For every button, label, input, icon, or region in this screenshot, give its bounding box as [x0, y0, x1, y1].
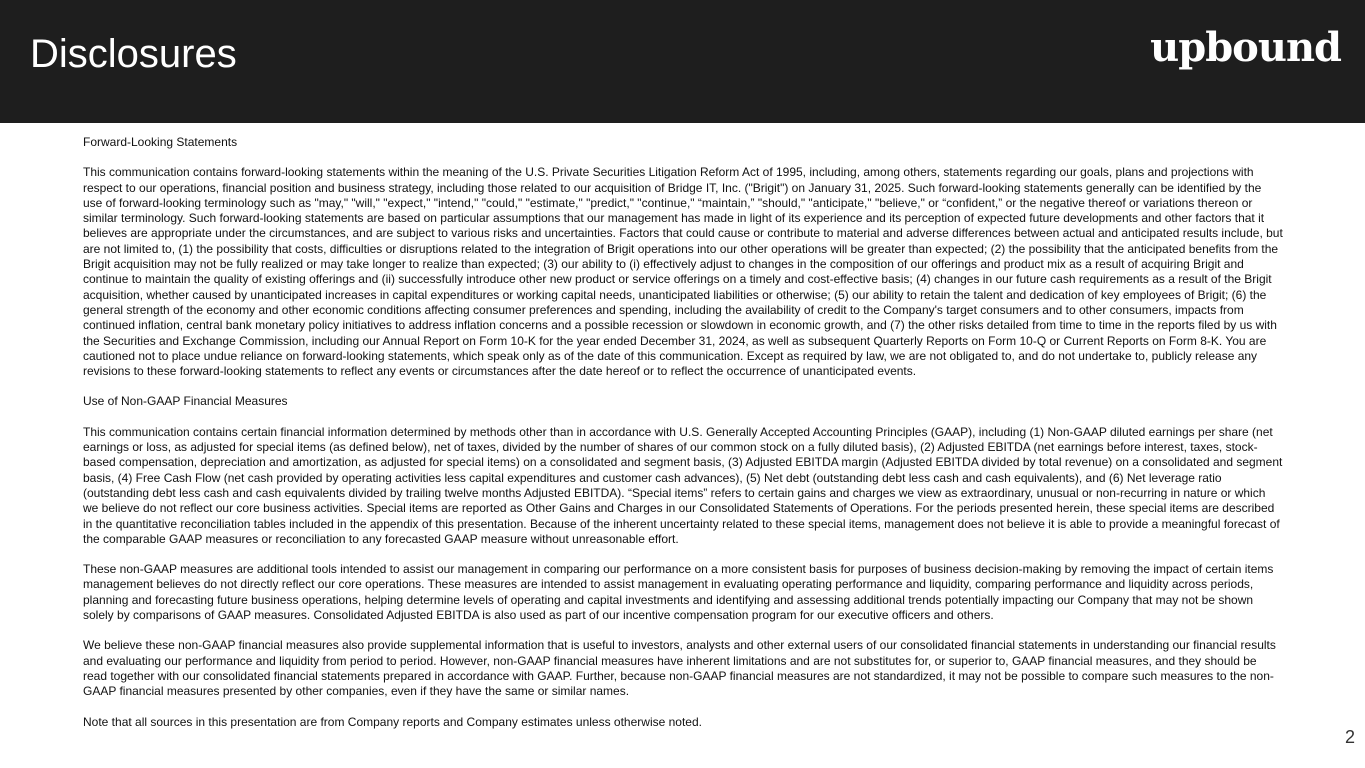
page-number: 2 — [1344, 727, 1355, 747]
forward-looking-body: This communication contains forward-looking statements within the meaning of the U.S. Private Securities Litigation Reform Act of 1995, including, among others, statements regarding our goals, plans and projections with respect to our operations, financial position and business strategy, including those related to our acquisition of Bridge IT, Inc. ("Brigit") on January 31, 2025. Such forward-looking statements generally can be identified by the use of forward-looking terminology such as "may," "will," "expect," "intend," "could," "estimate," "predict," "continue," “maintain,” "should," "anticipate," "believe," or “confident,” or the negative thereof or variations thereon or similar terminology. Such forward-looking statements are based on particular assumptions that our management has made in light of its experience and its perception of expected future developments and other factors that it believes are appropriate under the circumstances, and are subject to various risks and uncertainties. Factors that could cause or contribute to material and adverse differences between actual and anticipated results include, but are not limited to, (1) the possibility that costs, difficulties or disruptions related to the integration of Brigit operations into our other operations will be greater than expected; (2) the possibility that the anticipated benefits from the Brigit acquisition may not be fully realized or may take longer to realize than expected; (3) our ability to (i) effectively adjust to changes in the composition of our offerings and product mix as a result of acquiring Brigit and continue to maintain the quality of existing offerings and (ii) successfully introduce other new product or service offerings on a timely and cost-effective basis; (4) changes in our future cash requirements as a result of the Brigit acquisition, whether caused by unanticipated increases in capital expenditures or working capital needs, unanticipated liabilities or otherwise; (5) our ability to retain the talent and dedication of key employees of Brigit; (6) the general strength of the economy and other economic conditions affecting consumer preferences and spending, including the availability of credit to the Company's target consumers and to other consumers, impacts from continued inflation, central bank monetary policy initiatives to address inflation concerns and a possible recession or slowdown in economic growth, and (7) the other risks detailed from time to time in the reports filed by us with the Securities and Exchange Commission, including our Annual Report on Form 10-K for the year ended December 31, 2024, as well as subsequent Quarterly Reports on Form 10-Q or Current Reports on Form 8-K. You are cautioned not to place undue reliance on forward-looking statements, which speak only as of the date of this communication. Except as required by law, we are not obligated to, and do not undertake to, publicly release any revisions to these forward-looking statements to reflect any events or circumstances after the date hereof or to reflect the occurrence of unanticipated events. — [83, 165, 1283, 379]
sources-note: Note that all sources in this presentation are from Company reports and Company estimates unless otherwise noted. — [83, 714, 702, 729]
non-gaap-paragraph-3: We believe these non-GAAP financial measures also provide supplemental information that is useful to investors, analysts and other external users of our consolidated financial statements in understanding our financial results and evaluating our performance and liquidity from period to period. However, non-GAAP financial measures have inherent limitations and are not substitutes for, or superior to, GAAP financial measures, and they should be read together with our consolidated financial statements prepared in accordance with GAAP. Further, because non-GAAP financial measures are not standardized, it may not be possible to compare such measures to the non-GAAP financial measures presented by other companies, even if they have the same or similar names. — [83, 638, 1276, 699]
non-gaap-paragraph-2: These non-GAAP measures are additional tools intended to assist our management in comparing our performance on a more consistent basis for purposes of business decision-making by removing the impact of certain items management believes do not directly reflect our core operations. These measures are intended to assist management in evaluating operating performance and liquidity, comparing performance and liquidity across periods, planning and forecasting future business operations, helping determine levels of operating and capital investments and identifying and assessing additional trends potentially impacting our Company that may not be shown solely by comparisons of GAAP measures. Consolidated Adjusted EBITDA is also used as part of our incentive compensation program for our executive officers and others. — [83, 562, 1274, 623]
forward-looking-heading: Forward-Looking Statements — [83, 135, 238, 149]
non-gaap-paragraph-1: This communication contains certain financial information determined by methods other than in accordance with U.S. Generally Accepted Accounting Principles (GAAP), including (1) Non-GAAP diluted earnings per share (net earnings or loss, as adjusted for special items (as defined below), net of taxes, divided by the number of shares of our common stock on a fully diluted basis), (2) Adjusted EBITDA (net earnings before interest, taxes, stock-based compensation, depreciation and amortization, as adjusted for special items) on a consolidated and segment basis, (3) Adjusted EBITDA margin (Adjusted EBITDA divided by total revenue) on a consolidated and segment basis, (4) Free Cash Flow (net cash provided by operating activities less capital expenditures and customer cash advances), (5) Net debt (outstanding debt less cash and cash equivalents), and (6) Net leverage ratio (outstanding debt less cash and cash equivalents divided by trailing twelve months Adjusted EBITDA). “Special items” refers to certain gains and charges we view as extraordinary, unusual or non-recurring in nature or which we believe do not reflect our core business activities. Special items are reported as Other Gains and Charges in our Consolidated Statements of Operations. For the periods presented herein, these special items are described in the quantitative reconciliation tables included in the appendix of this presentation. Because of the inherent uncertainty related to these special items, management does not believe it is able to provide a meaningful forecast of the comparable GAAP measures or reconciliation to any forecasted GAAP measure without unreasonable effort. — [83, 424, 1283, 546]
non-gaap-heading: Use of Non-GAAP Financial Measures — [83, 394, 288, 409]
upbound-logo: upbound — [1150, 24, 1341, 71]
disclosure-content — [83, 135, 1283, 745]
header-bar — [0, 0, 1365, 123]
page-title: Disclosures — [30, 32, 237, 76]
